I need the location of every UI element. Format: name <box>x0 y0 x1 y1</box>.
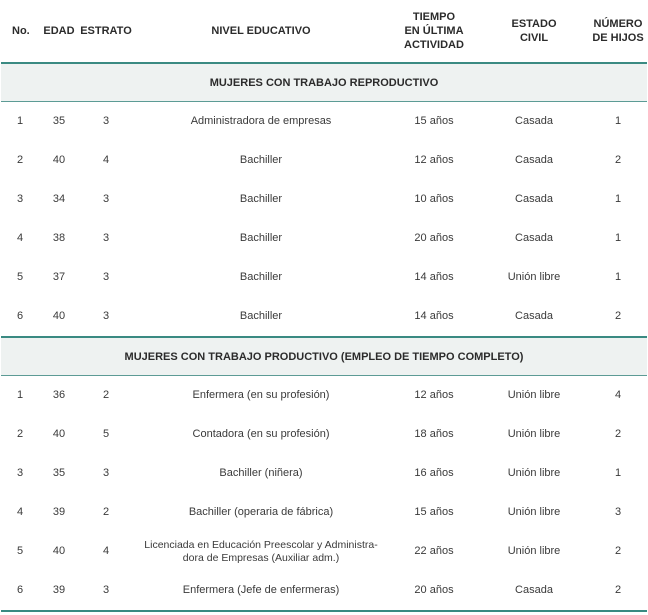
header-hijos-l2: DE HIJOS <box>592 32 644 44</box>
table-row <box>1 219 647 258</box>
header-tiempo-l3: ACTIVIDAD <box>404 39 464 51</box>
table-row <box>1 180 647 219</box>
cell-no: 2 <box>17 154 24 166</box>
cell-tiempo: 15 años <box>414 506 454 518</box>
cell-nivel-line1: Licenciada en Educación Preescolar y Administra- <box>144 538 378 551</box>
cell-estrato: 3 <box>102 193 110 205</box>
cell-no: 1 <box>17 389 24 401</box>
cell-estrato: 5 <box>102 428 110 440</box>
cell-nivel: Bachiller <box>239 232 283 244</box>
cell-estado: Casada <box>515 193 553 205</box>
section-title: MUJERES CON TRABAJO PRODUCTIVO (EMPLEO DE TIEMPO COMPLETO) <box>1 337 647 376</box>
table-row <box>1 532 647 571</box>
table-body <box>1 63 647 611</box>
header-edad: EDAD <box>39 0 79 63</box>
cell-hijos: 1 <box>614 467 622 479</box>
table-row <box>1 571 647 611</box>
cell-edad: 38 <box>52 232 66 244</box>
cell-edad: 35 <box>52 115 66 127</box>
cell-tiempo: 15 años <box>414 115 454 127</box>
header-hijos <box>589 0 647 63</box>
cell-no: 5 <box>17 271 24 283</box>
cell-no: 5 <box>17 545 24 557</box>
cell-hijos: 2 <box>614 428 622 440</box>
cell-hijos: 4 <box>614 389 622 401</box>
cell-hijos: 1 <box>614 115 622 127</box>
cell-hijos: 1 <box>614 193 622 205</box>
cell-edad: 34 <box>52 193 66 205</box>
header-no: No. <box>1 0 39 63</box>
data-table <box>1 0 647 612</box>
table-row <box>1 102 647 142</box>
cell-estrato: 3 <box>102 232 110 244</box>
cell-estrato: 3 <box>102 115 110 127</box>
cell-estrato: 3 <box>102 271 110 283</box>
cell-nivel: Enfermera (en su profesión) <box>192 389 330 401</box>
cell-hijos: 2 <box>589 297 647 337</box>
cell-tiempo: 14 años <box>389 297 479 337</box>
cell-nivel: Enfermera (Jefe de enfermeras) <box>133 571 389 611</box>
cell-estado: Unión libre <box>507 467 561 479</box>
cell-estado: Casada <box>479 297 589 337</box>
cell-hijos: 2 <box>589 571 647 611</box>
header-estrato: ESTRATO <box>79 0 133 63</box>
cell-tiempo: 20 años <box>414 232 454 244</box>
cell-nivel: Bachiller <box>239 193 283 205</box>
cell-tiempo: 14 años <box>414 271 454 283</box>
cell-nivel <box>133 532 389 571</box>
cell-nivel: Bachiller <box>239 271 283 283</box>
cell-nivel: Administradora de empresas <box>190 115 332 127</box>
header-tiempo <box>389 0 479 63</box>
cell-edad: 37 <box>52 271 66 283</box>
header-nivel: NIVEL EDUCATIVO <box>133 0 389 63</box>
cell-estado: Casada <box>515 154 553 166</box>
header-estado-l1: ESTADO <box>511 18 557 30</box>
section-header-row <box>1 63 647 102</box>
cell-no: 4 <box>17 506 24 518</box>
cell-edad: 40 <box>52 154 66 166</box>
cell-estrato: 2 <box>102 506 110 518</box>
cell-estado: Unión libre <box>507 389 561 401</box>
cell-edad: 40 <box>52 428 66 440</box>
cell-edad: 39 <box>39 571 79 611</box>
cell-edad: 35 <box>52 467 66 479</box>
cell-estrato: 4 <box>102 545 110 557</box>
cell-tiempo: 12 años <box>414 154 454 166</box>
cell-edad: 39 <box>52 506 66 518</box>
cell-hijos: 1 <box>614 271 622 283</box>
cell-nivel: Bachiller <box>239 154 283 166</box>
table-row <box>1 141 647 180</box>
cell-edad: 40 <box>52 545 66 557</box>
cell-no: 1 <box>17 115 24 127</box>
cell-estrato: 2 <box>102 389 110 401</box>
cell-estado: Unión libre <box>507 428 561 440</box>
cell-estado: Casada <box>515 232 553 244</box>
cell-tiempo: 18 años <box>414 428 454 440</box>
cell-hijos: 3 <box>614 506 622 518</box>
table-header-row <box>1 0 647 63</box>
cell-tiempo: 12 años <box>414 389 454 401</box>
cell-no: 2 <box>17 428 24 440</box>
cell-estrato: 3 <box>79 571 133 611</box>
table-row <box>1 376 647 416</box>
section-title: MUJERES CON TRABAJO REPRODUCTIVO <box>1 63 647 102</box>
section-header-row <box>1 337 647 376</box>
cell-estado: Unión libre <box>507 271 561 283</box>
header-tiempo-l2: EN ÚLTIMA <box>404 25 464 37</box>
header-tiempo-l1: TIEMPO <box>412 11 456 23</box>
table-row <box>1 297 647 337</box>
table-row <box>1 415 647 454</box>
cell-estrato: 4 <box>102 154 110 166</box>
cell-no: 6 <box>1 571 39 611</box>
cell-estado: Casada <box>479 571 589 611</box>
header-hijos-l1: NÚMERO <box>593 18 643 30</box>
cell-tiempo: 10 años <box>414 193 454 205</box>
cell-edad: 40 <box>39 297 79 337</box>
cell-tiempo: 22 años <box>414 545 454 557</box>
cell-estado: Unión libre <box>507 545 561 557</box>
cell-edad: 36 <box>52 389 66 401</box>
cell-tiempo: 16 años <box>414 467 454 479</box>
cell-estrato: 3 <box>102 467 110 479</box>
cell-nivel: Bachiller (operaria de fábrica) <box>188 506 334 518</box>
cell-tiempo: 20 años <box>389 571 479 611</box>
cell-nivel: Bachiller (niñera) <box>219 467 303 479</box>
cell-estado: Casada <box>515 115 553 127</box>
header-estado-l2: CIVIL <box>519 32 549 44</box>
cell-estrato: 3 <box>79 297 133 337</box>
cell-nivel: Contadora (en su profesión) <box>192 428 330 440</box>
cell-no: 6 <box>1 297 39 337</box>
cell-no: 4 <box>17 232 24 244</box>
table-row <box>1 454 647 493</box>
cell-nivel: Bachiller <box>133 297 389 337</box>
cell-estado: Unión libre <box>507 506 561 518</box>
cell-nivel-line2: dora de Empresas (Auxiliar adm.) <box>182 551 340 564</box>
cell-hijos: 2 <box>614 154 622 166</box>
table-row <box>1 258 647 297</box>
cell-no: 3 <box>17 467 24 479</box>
cell-hijos: 1 <box>614 232 622 244</box>
cell-hijos: 2 <box>614 545 622 557</box>
cell-no: 3 <box>17 193 24 205</box>
header-estado <box>479 0 589 63</box>
table-row <box>1 493 647 532</box>
